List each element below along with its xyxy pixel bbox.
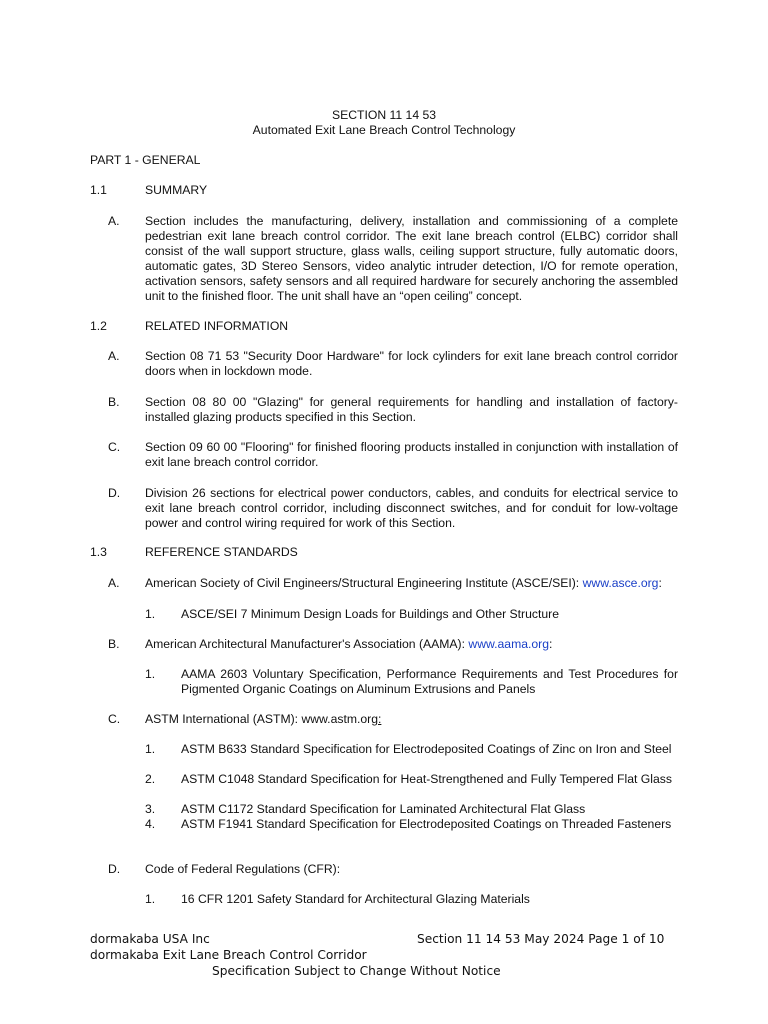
article-title: REFERENCE STANDARDS — [145, 545, 298, 559]
article-number: 1.2 — [90, 319, 107, 333]
article-number: 1.1 — [90, 183, 107, 197]
subparagraph-text: ASCE/SEI 7 Minimum Design Loads for Buildings and Other Structure — [181, 607, 559, 621]
subparagraph-number: 1. — [145, 742, 156, 756]
subparagraph-number: 1. — [145, 607, 156, 621]
paragraph-text: Section 08 80 00 "Glazing" for general requirements for handling and installation of factory-installed glazing products specified in this Section. — [145, 395, 678, 424]
subparagraph-text: AAMA 2603 Voluntary Specification, Performance Requirements and Test Procedures for Pigmented Organic Coatings on Aluminum Extrusions and Panels — [181, 667, 678, 696]
paragraph-letter: A. — [108, 576, 120, 590]
paragraph-letter: B. — [108, 637, 120, 651]
subparagraph-text: ASTM C1048 Standard Specification for Heat-Strengthened and Fully Tempered Flat Glass — [181, 772, 672, 786]
subparagraph-text: 16 CFR 1201 Safety Standard for Architectural Glazing Materials — [181, 892, 530, 906]
subparagraph-text: ASTM C1172 Standard Specification for Laminated Architectural Flat Glass — [181, 802, 586, 816]
paragraph-text: American Society of Civil Engineers/Structural Engineering Institute (ASCE/SEI): www.asce.org: — [145, 576, 662, 590]
article-number: 1.3 — [90, 545, 107, 559]
paragraph-letter: A. — [108, 349, 120, 363]
paragraph-letter: C. — [108, 712, 121, 726]
subparagraph-number: 1. — [145, 667, 156, 681]
section-subtitle: Automated Exit Lane Breach Control Technology — [252, 123, 516, 137]
paragraph-letter: B. — [108, 395, 120, 409]
article-title: RELATED INFORMATION — [145, 319, 289, 333]
paragraph-text: Section 09 60 00 "Flooring" for finished flooring products installed in conjunction with installation of exit lane breach control corridor. — [145, 440, 678, 469]
paragraph-text: American Architectural Manufacturer's Association (AAMA): www.aama.org: — [145, 637, 553, 651]
article-title: SUMMARY — [145, 183, 208, 197]
footer-company: dormakaba USA Inc — [90, 932, 210, 946]
document-header — [0, 108, 768, 138]
footer-notice: Specification Subject to Change Without Notice — [212, 964, 501, 978]
part-heading: PART 1 - GENERAL — [90, 153, 201, 167]
paragraph-text: Section includes the manufacturing, delivery, installation and commissioning of a complete pedestrian exit lane breach control corridor. The exit lane breach control (ELBC) corridor shall consist of the wall support structure, glass walls, ceiling support structure, fully automatic doors, automatic gates, 3D Stereo Sensors, video analytic intruder detection, I/O for remote operation, activation sensors, safety sensors and all required hardware for securely anchoring the assembled unit to the finished floor. The unit shall have an “open ceiling” concept. — [145, 214, 678, 303]
subparagraph-number: 4. — [145, 817, 156, 831]
asce-link[interactable]: www.asce.org — [582, 576, 659, 590]
paragraph-letter: C. — [108, 440, 121, 454]
subparagraph-text: ASTM F1941 Standard Specification for Electrodeposited Coatings on Threaded Fasteners — [181, 817, 672, 831]
paragraph-letter: D. — [108, 862, 121, 876]
subparagraph-number: 1. — [145, 892, 156, 906]
paragraph-letter: A. — [108, 214, 120, 228]
paragraph-text: Division 26 sections for electrical power conductors, cables, and conduits for electrical service to exit lane breach control corridor, including disconnect switches, and for conduit for low-voltage power and control wiring required for work of this Section. — [145, 486, 678, 530]
section-title: SECTION 11 14 53 — [331, 108, 437, 122]
paragraph-letter: D. — [108, 486, 121, 500]
paragraph-text: ASTM International (ASTM): www.astm.org: — [145, 712, 382, 726]
paragraph-text: Section 08 71 53 "Security Door Hardware" for lock cylinders for exit lane breach control corridor doors when in lockdown mode. — [145, 349, 678, 378]
subparagraph-text: ASTM B633 Standard Specification for Electrodeposited Coatings of Zinc on Iron and Steel — [181, 742, 672, 756]
paragraph-text: Code of Federal Regulations (CFR): — [145, 862, 341, 876]
footer-page-info: Section 11 14 53 May 2024 Page 1 of 10 — [417, 932, 665, 946]
subparagraph-number: 2. — [145, 772, 156, 786]
footer-product: dormakaba Exit Lane Breach Control Corridor — [90, 948, 367, 962]
subparagraph-number: 3. — [145, 802, 156, 816]
aama-link[interactable]: www.aama.org — [468, 637, 549, 651]
